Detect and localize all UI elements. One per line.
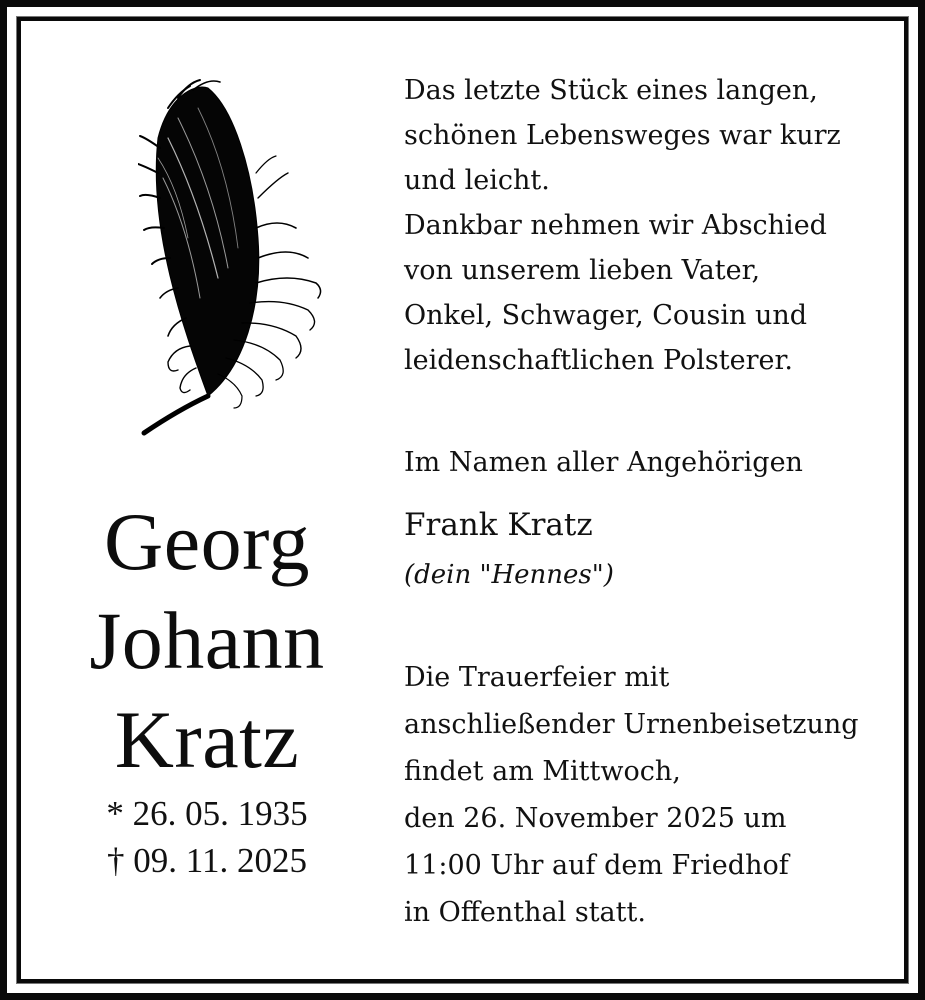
- name-last: Kratz: [114, 694, 300, 785]
- life-dates: [40, 790, 374, 884]
- ceremony-line: anschließender Urnenbeisetzung: [404, 709, 859, 740]
- message-line: Onkel, Schwager, Cousin und: [404, 300, 808, 331]
- message-line: und leicht.: [404, 165, 550, 196]
- message-line: schönen Lebensweges war kurz: [404, 120, 841, 151]
- message-line: Das letzte Stück eines langen,: [404, 75, 818, 106]
- ceremony-line: Die Trauerfeier mit: [404, 662, 670, 693]
- birth-date: * 26. 05. 1935: [106, 794, 308, 833]
- ceremony-line: den 26. November 2025 um: [404, 803, 787, 834]
- signer-name: Frank Kratz: [404, 507, 593, 543]
- message-line: leidenschaftlichen Polsterer.: [404, 345, 793, 376]
- feather-icon: [138, 78, 328, 440]
- family-greeting: Im Namen aller Angehörigen: [404, 447, 803, 478]
- message-line: von unserem lieben Vater,: [404, 255, 761, 286]
- ceremony-details: [404, 654, 859, 936]
- name-middle: Johann: [89, 595, 325, 686]
- ceremony-line: findet am Mittwoch,: [404, 756, 681, 787]
- ceremony-line: 11:00 Uhr auf dem Friedhof: [404, 850, 789, 881]
- death-date: † 09. 11. 2025: [107, 841, 307, 880]
- deceased-name: [40, 492, 374, 789]
- name-first: Georg: [104, 496, 310, 587]
- ceremony-line: in Offenthal statt.: [404, 897, 646, 928]
- signer-nickname: (dein "Hennes"): [404, 560, 614, 590]
- message-line: Dankbar nehmen wir Abschied: [404, 210, 827, 241]
- farewell-message: [404, 68, 894, 383]
